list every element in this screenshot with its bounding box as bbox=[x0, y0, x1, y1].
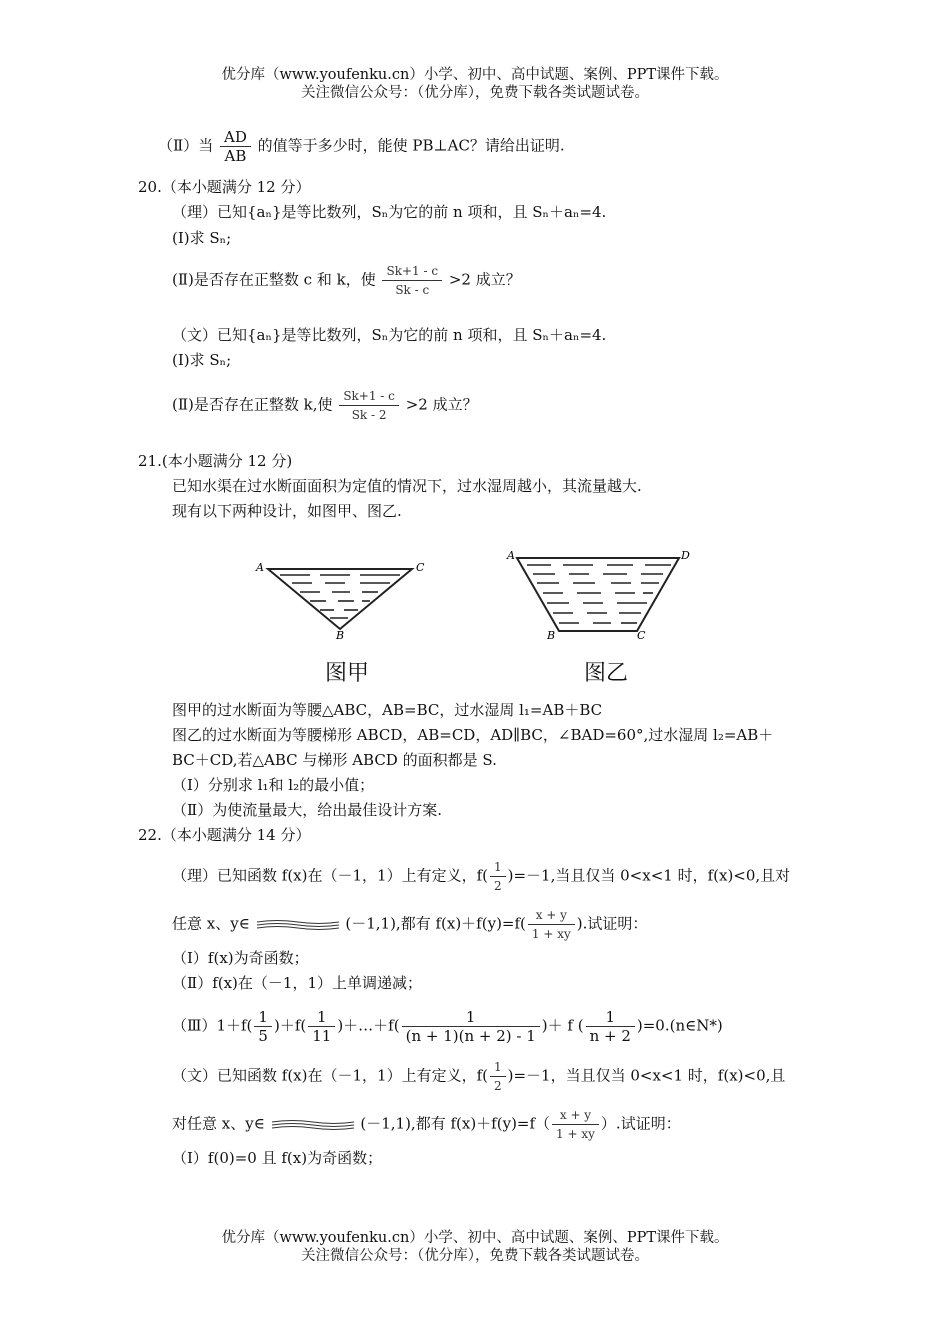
q21-line-2: 现有以下两种设计，如图甲、图乙. bbox=[172, 502, 402, 520]
q20-wen-part1: (Ⅰ)求 Sₙ; bbox=[172, 351, 232, 369]
q22-li-part2: （Ⅱ）f(x)在（－1，1）上单调递减； bbox=[172, 974, 422, 992]
q20-wen-part2: (Ⅱ)是否存在正整数 k,使 $\frac{Sk+1 - c}{Sk - 2}$ >2 成立？ bbox=[172, 389, 478, 422]
fig2-caption: 图乙 bbox=[584, 661, 629, 686]
one-eleventh-fraction: $\frac{1}{11}$ bbox=[308, 1008, 335, 1045]
general-term-fraction: $\frac{1}{(n + 1)(n + 2) - 1}$ bbox=[402, 1008, 540, 1045]
half-fraction: $\frac{1}{2}$ bbox=[490, 858, 506, 895]
header-line-2: 关注微信公众号：（优分库），免费下载各类试题试卷。 bbox=[301, 85, 649, 101]
q20-wen-fraction: $\frac{Sk+1 - c}{Sk - 2}$ bbox=[339, 387, 399, 424]
q20-title: 20.（本小题满分 12 分） bbox=[138, 178, 311, 196]
fig1-label-b: B bbox=[336, 629, 345, 640]
q21-line-4: 图乙的过水断面为等腰梯形 ABCD，AB=CD，AD∥BC，∠BAD=60°,过水湿周 l₂=AB＋ bbox=[172, 726, 774, 744]
fig1-label-a: A bbox=[256, 561, 264, 574]
q21-line-3: 图甲的过水断面为等腰△ABC，AB=BC，过水湿周 l₁=AB＋BC bbox=[172, 701, 603, 719]
q20-li-intro: （理）已知{aₙ}是等比数列，Sₙ为它的前 n 项和，且 Sₙ＋aₙ=4. bbox=[172, 203, 607, 221]
figure-jia-triangle bbox=[250, 555, 440, 640]
q22-title: 22.（本小题满分 14 分） bbox=[138, 826, 311, 844]
fig2-label-b: B bbox=[547, 629, 556, 640]
wen-xy-fraction: $\frac{x + y}{1 + xy}$ bbox=[552, 1106, 599, 1143]
q22-wen-line-1: （文）已知函数 f(x)在（－1，1）上有定义，f( $\frac{1}{2}$ )=－1，当且仅当 0<x<1 时，f(x)<0,且 bbox=[172, 1060, 786, 1093]
wen-wavy-underline-icon bbox=[270, 1119, 356, 1131]
one-over-n-plus-2-fraction: $\frac{1}{n + 2}$ bbox=[586, 1008, 635, 1045]
ad-over-ab-fraction: $\frac{AD}{AB}$ bbox=[220, 128, 251, 165]
q21-line-6: （Ⅰ）分别求 l₁和 l₂的最小值； bbox=[172, 776, 375, 794]
page-header bbox=[0, 66, 950, 102]
figure-yi-trapezoid bbox=[503, 545, 703, 640]
q22-li-part1: （Ⅰ）f(x)为奇函数； bbox=[172, 949, 309, 967]
q22-wen-part1: （Ⅰ）f(0)=0 且 f(x)为奇函数； bbox=[172, 1149, 383, 1167]
q22-li-line-2: 任意 x、y∈ (－1,1),都有 f(x)＋f(y)=f( $\frac{x + y}{1 + xy}$ ).试证明： bbox=[172, 908, 648, 941]
fig1-label-c: C bbox=[416, 561, 425, 574]
q22-li-part3: （Ⅲ）1＋f( $\frac{1}{5}$ )＋f( $\frac{1}{11}$ )＋…＋f( $\frac{1}{(n + 1)(n + 2) - 1}$ )＋ f ( $\frac{1}{n + 2}$ )=0.(n∈N*) bbox=[172, 1008, 723, 1045]
q22-li-line-1: （理）已知函数 f(x)在（－1，1）上有定义，f( $\frac{1}{2}$ )=－1,当且仅当 0<x<1 时，f(x)<0,且对 bbox=[172, 860, 791, 893]
q20-li-part2: (Ⅱ)是否存在正整数 c 和 k，使 $\frac{Sk+1 - c}{Sk - c}$ >2 成立？ bbox=[172, 264, 521, 297]
fig1-caption: 图甲 bbox=[325, 661, 370, 686]
wen-half-fraction: $\frac{1}{2}$ bbox=[490, 1058, 506, 1095]
fig2-label-d: D bbox=[681, 549, 690, 562]
fig2-label-a: A bbox=[507, 549, 515, 562]
q21-line-5: BC＋CD,若△ABC 与梯形 ABCD 的面积都是 S. bbox=[172, 751, 497, 769]
fig2-label-c: C bbox=[637, 629, 646, 640]
header-line-1: 优分库（www.youfenku.cn）小学、初中、高中试题、案例、PPT课件下载。 bbox=[221, 67, 729, 83]
xy-fraction: $\frac{x + y}{1 + xy}$ bbox=[528, 906, 575, 943]
q22-wen-line-2: 对任意 x、y∈ (－1,1),都有 f(x)＋f(y)=f（ $\frac{x + y}{1 + xy}$ ）.试证明： bbox=[172, 1108, 681, 1141]
q21-line-1: 已知水渠在过水断面面积为定值的情况下，过水湿周越小，其流量越大. bbox=[172, 477, 642, 495]
page-footer bbox=[0, 1229, 950, 1265]
wavy-underline-icon bbox=[255, 919, 341, 931]
one-fifth-fraction: $\frac{1}{5}$ bbox=[254, 1008, 272, 1045]
footer-line-2: 关注微信公众号：（优分库），免费下载各类试题试卷。 bbox=[301, 1248, 649, 1264]
q20-li-fraction: $\frac{Sk+1 - c}{Sk - c}$ bbox=[382, 262, 442, 299]
q20-li-part1: (Ⅰ)求 Sₙ; bbox=[172, 229, 232, 247]
q19-part2: （Ⅱ）当 $\frac{AD}{AB}$ 的值等于多少时，能使 PB⊥AC？请给出证明. bbox=[158, 128, 565, 165]
q21-title: 21.(本小题满分 12 分) bbox=[138, 452, 293, 470]
q21-line-7: （Ⅱ）为使流量最大，给出最佳设计方案. bbox=[172, 801, 442, 819]
q20-wen-intro: （文）已知{aₙ}是等比数列，Sₙ为它的前 n 项和，且 Sₙ＋aₙ=4. bbox=[172, 326, 607, 344]
footer-line-1: 优分库（www.youfenku.cn）小学、初中、高中试题、案例、PPT课件下载。 bbox=[221, 1230, 729, 1246]
